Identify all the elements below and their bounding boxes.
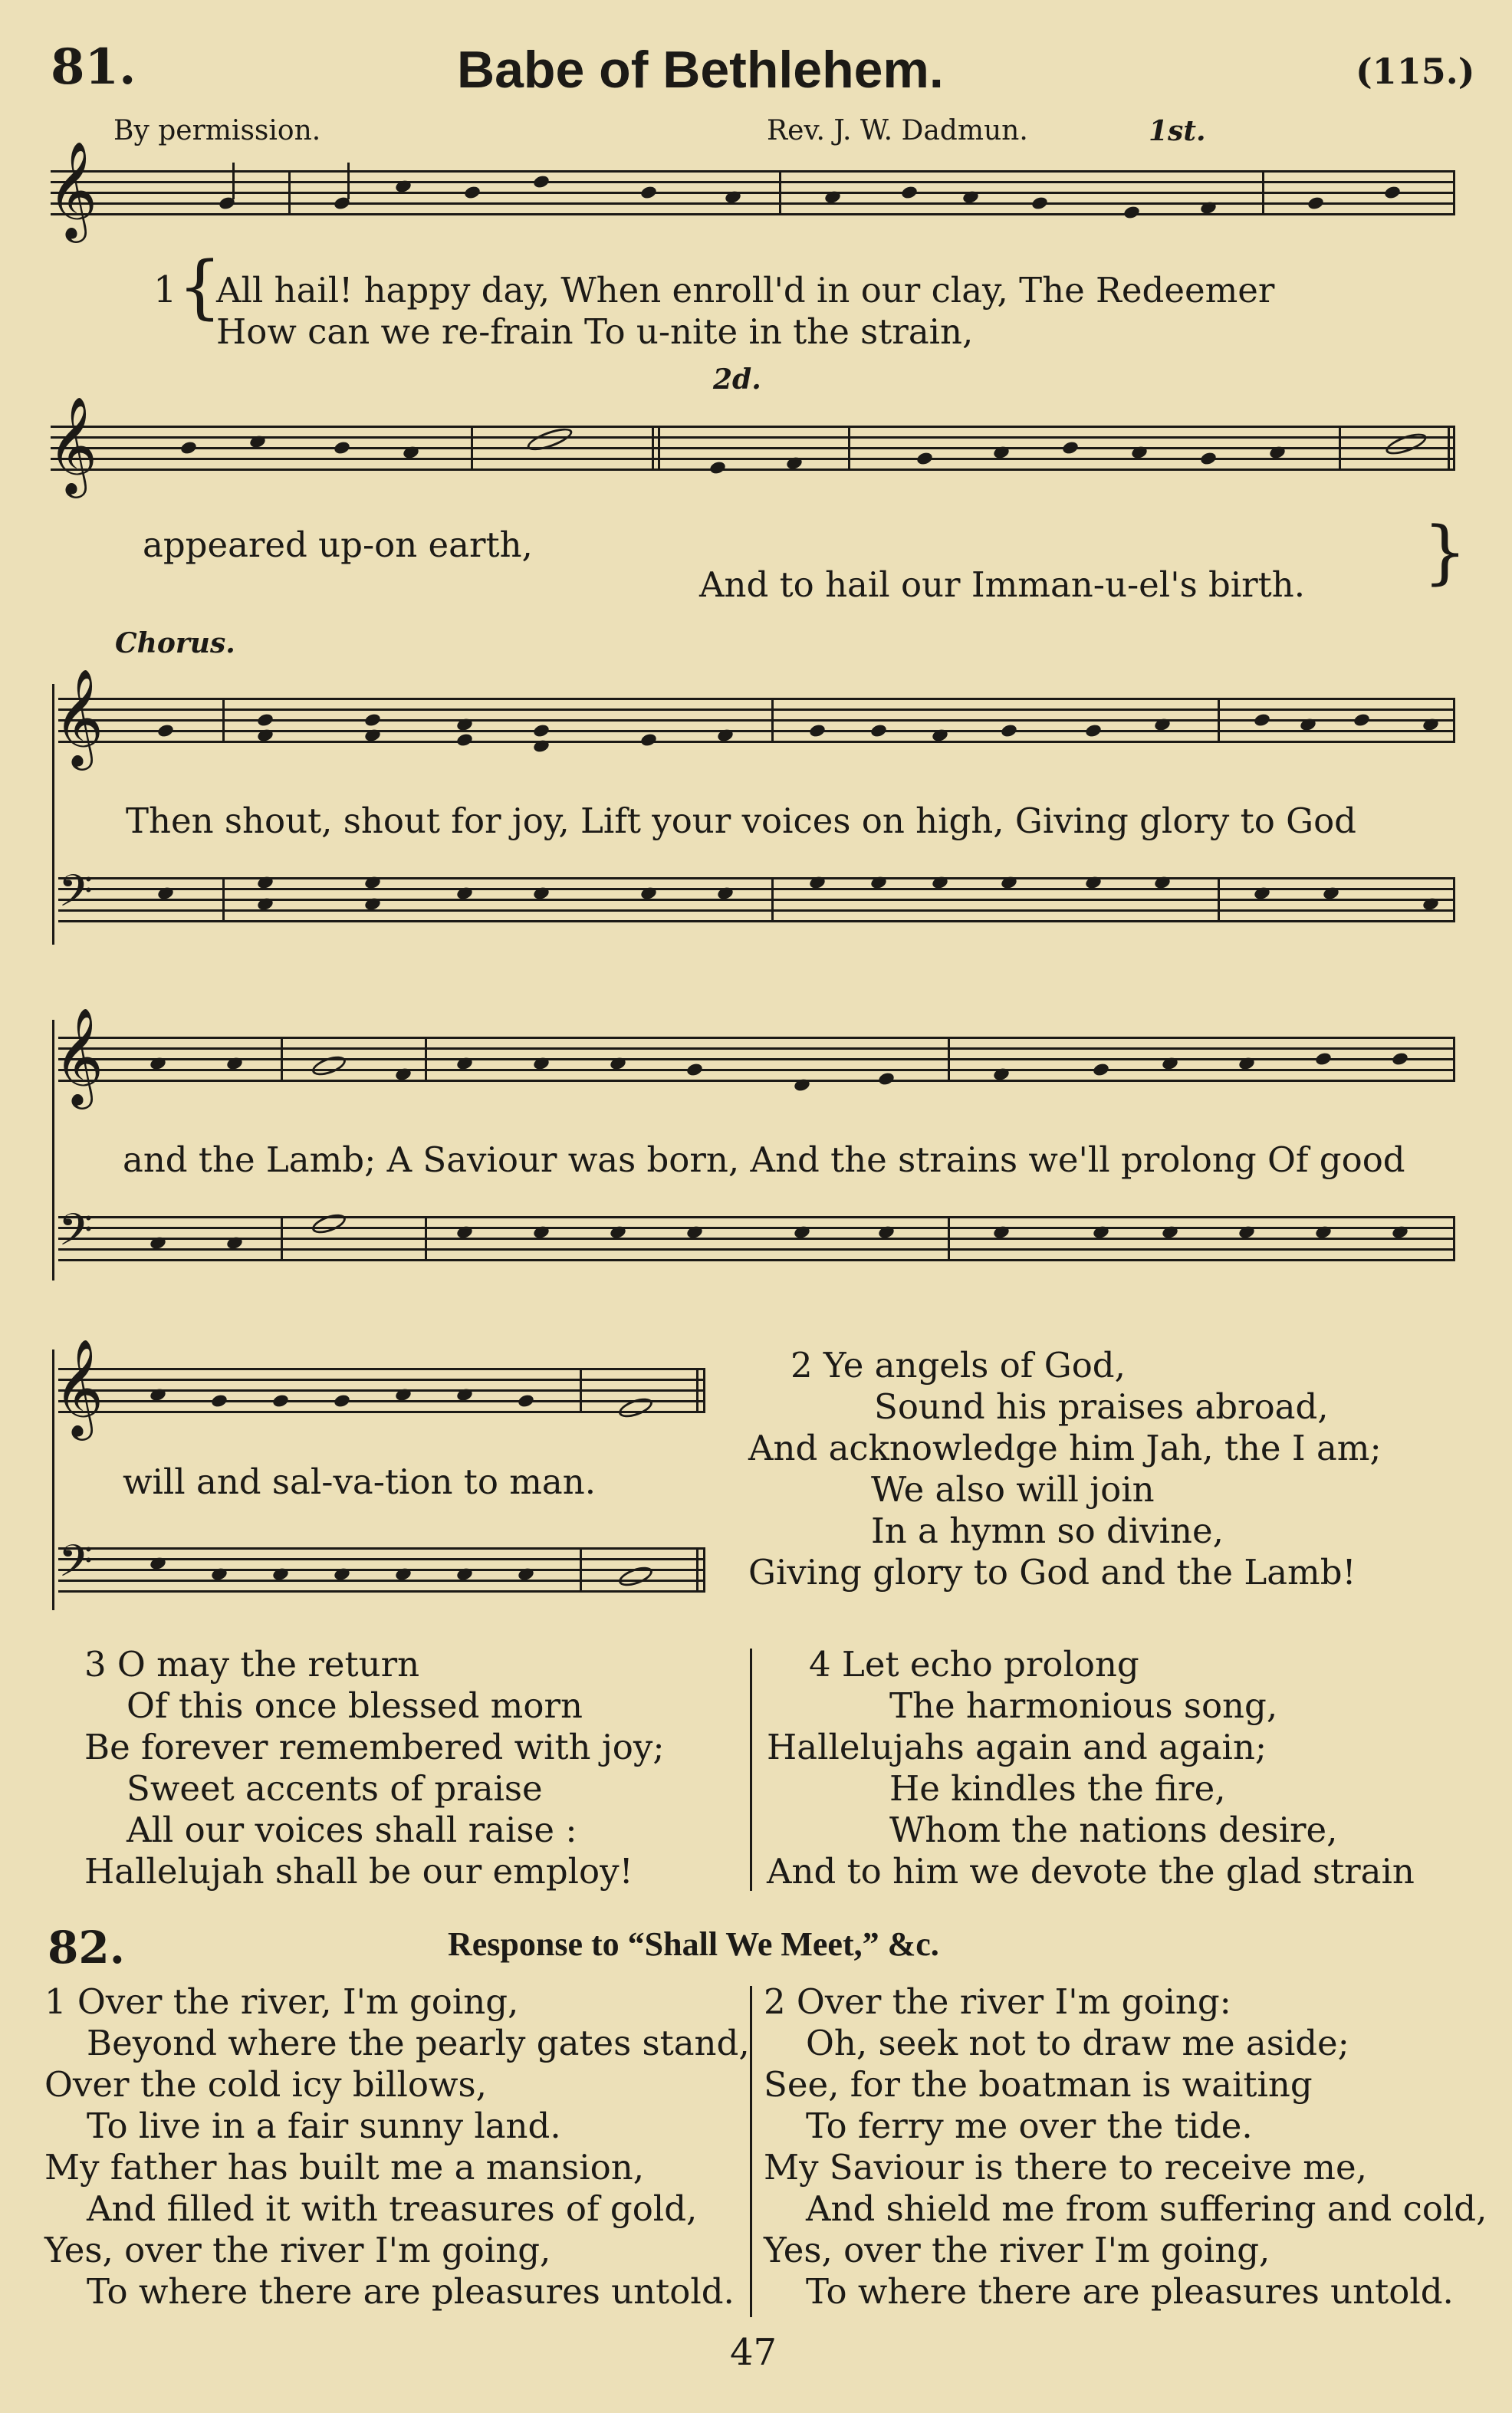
stanza-line: See, for the boatman is waiting bbox=[764, 2064, 1313, 2105]
stanza-line: And acknowledge him Jah, the I am; bbox=[748, 1428, 1382, 1468]
verse-brace-close-icon: } bbox=[1423, 512, 1468, 593]
bass-clef-icon: 𝄢 bbox=[58, 865, 94, 928]
chorus-line2: and the Lamb; A Saviour was born, And the strains we'll prolong Of good bbox=[123, 1139, 1405, 1180]
stanza-line: My Saviour is there to receive me, bbox=[764, 2147, 1367, 2188]
permission-note: By permission. bbox=[113, 115, 321, 146]
stanza-line: In a hymn so divine, bbox=[871, 1511, 1224, 1551]
stanza-line: 1 Over the river, I'm going, bbox=[44, 1981, 519, 2022]
stanza-line: Yes, over the river I'm going, bbox=[764, 2230, 1270, 2270]
stanza-line: 3 O may the return bbox=[84, 1644, 420, 1685]
treble-clef-icon: 𝄞 bbox=[54, 668, 104, 766]
treble-clef-icon: 𝄞 bbox=[48, 140, 98, 238]
hymn81-stanza4 bbox=[767, 1644, 1415, 1892]
hymn-number-81: 81. bbox=[51, 38, 136, 96]
verse1-number: 1 bbox=[153, 268, 177, 311]
hymn-number-82: 82. bbox=[48, 1922, 125, 1974]
stanza-line: To where there are pleasures untold. bbox=[87, 2271, 735, 2312]
first-ending-label: 1st. bbox=[1149, 115, 1206, 147]
verse1-line-b: How can we re-frain To u-nite in the strain, bbox=[216, 311, 974, 352]
stanza-line: Yes, over the river I'm going, bbox=[44, 2230, 551, 2270]
column-divider bbox=[750, 1649, 752, 1891]
hymn-title-81: Babe of Bethlehem. bbox=[457, 41, 944, 99]
column-divider bbox=[750, 1986, 752, 2317]
stanza-line: Hallelujahs again and again; bbox=[767, 1727, 1267, 1767]
verse-brace-icon: { bbox=[178, 247, 222, 327]
stanza-line: My father has built me a mansion, bbox=[44, 2147, 645, 2188]
stanza-line: He kindles the fire, bbox=[889, 1768, 1226, 1809]
treble-clef-icon: 𝄞 bbox=[48, 396, 98, 494]
hymn82-stanza1 bbox=[44, 1981, 750, 2313]
bass-clef-icon: 𝄢 bbox=[58, 1204, 94, 1267]
tune-number: (115.) bbox=[1356, 51, 1475, 92]
hymn-title-82: Response to “Shall We Meet,” &c. bbox=[448, 1925, 939, 1963]
second-ending-label: 2d. bbox=[713, 363, 761, 396]
stanza-line: 2 Ye angels of God, bbox=[791, 1345, 1126, 1386]
stanza-line: And to him we devote the glad strain bbox=[767, 1851, 1415, 1892]
chorus-label: Chorus. bbox=[115, 627, 235, 659]
stanza-line: Beyond where the pearly gates stand, bbox=[87, 2023, 750, 2063]
stanza-line: We also will join bbox=[871, 1469, 1155, 1510]
page-number: 47 bbox=[730, 2331, 777, 2374]
staff-chorus3-bass bbox=[58, 1535, 705, 1598]
staff-chorus2-treble bbox=[54, 1007, 1455, 1105]
hymn81-stanza3 bbox=[84, 1644, 664, 1892]
stanza-line: 4 Let echo prolong bbox=[809, 1644, 1139, 1685]
stanza-line: Sound his praises abroad, bbox=[874, 1386, 1329, 1427]
treble-clef-icon: 𝄞 bbox=[54, 1338, 104, 1436]
treble-clef-icon: 𝄞 bbox=[54, 1007, 104, 1105]
chorus-line1: Then shout, shout for joy, Lift your voices on high, Giving glory to God bbox=[126, 800, 1356, 841]
staff-chorus1-bass bbox=[58, 865, 1455, 928]
stanza-line: The harmonious song, bbox=[889, 1685, 1278, 1726]
stanza-line: 2 Over the river I'm going: bbox=[764, 1981, 1231, 2022]
stanza-line: Of this once blessed morn bbox=[127, 1685, 583, 1726]
stanza-line: Giving glory to God and the Lamb! bbox=[748, 1552, 1356, 1593]
stanza-line: And shield me from suffering and cold, bbox=[806, 2188, 1487, 2229]
stanza-line: Hallelujah shall be our employ! bbox=[84, 1851, 633, 1892]
staff-system1 bbox=[48, 140, 1455, 238]
chorus-line3: will and sal-va-tion to man. bbox=[123, 1461, 597, 1502]
stanza-line: Oh, seek not to draw me aside; bbox=[806, 2023, 1349, 2063]
verse1-line-c: appeared up-on earth, bbox=[143, 524, 533, 565]
author-credit: Rev. J. W. Dadmun. bbox=[767, 115, 1028, 146]
stanza-line: To live in a fair sunny land. bbox=[87, 2106, 561, 2146]
stanza-line: And filled it with treasures of gold, bbox=[87, 2188, 698, 2229]
verse1-line-a: All hail! happy day, When enroll'd in our clay, The Redeemer bbox=[216, 270, 1275, 311]
stanza-line: Sweet accents of praise bbox=[127, 1768, 543, 1809]
stanza-line: Be forever remembered with joy; bbox=[84, 1727, 665, 1767]
verse1-line-d: And to hail our Imman-u-el's birth. bbox=[699, 564, 1306, 605]
staff-chorus3-treble bbox=[54, 1338, 705, 1436]
stanza-line: Over the cold icy billows, bbox=[44, 2064, 487, 2105]
staff-chorus1-treble bbox=[54, 668, 1455, 766]
stanza-line: To ferry me over the tide. bbox=[806, 2106, 1253, 2146]
stanza-line: Whom the nations desire, bbox=[889, 1810, 1338, 1850]
stanza-line: To where there are pleasures untold. bbox=[806, 2271, 1454, 2312]
hymn82-stanza2 bbox=[764, 1981, 1487, 2313]
hymn81-stanza2 bbox=[748, 1345, 1382, 1593]
staff-system2 bbox=[48, 396, 1455, 494]
bass-clef-icon: 𝄢 bbox=[58, 1535, 94, 1598]
staff-chorus2-bass bbox=[58, 1204, 1455, 1267]
stanza-line: All our voices shall raise : bbox=[127, 1810, 577, 1850]
